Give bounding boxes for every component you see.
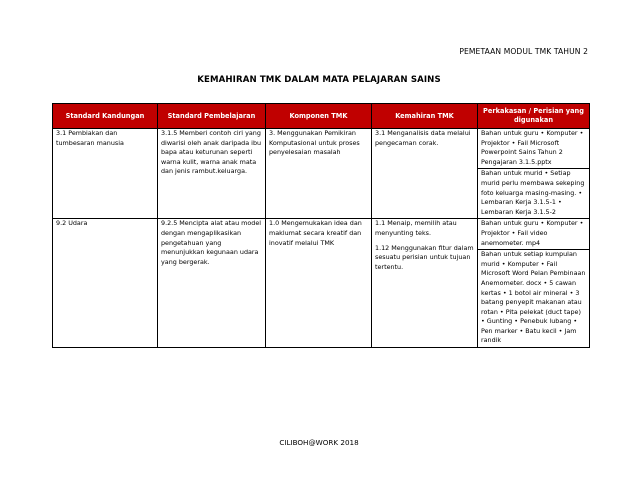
header-perkakasan-perisian: Perkakasan / Perisian yang digunakan — [478, 104, 590, 129]
running-header: PEMETAAN MODUL TMK TAHUN 2 — [459, 47, 588, 56]
table-row — [53, 129, 590, 169]
kemahiran-item: 1.12 Menggunakan fitur dalam sesuatu perisian untuk tujuan tertentu. — [375, 243, 474, 271]
table-row — [53, 219, 590, 250]
cell-perkakasan-murid: Bahan untuk murid • Setiap murid perlu membawa sekeping foto keluarga masing-masing. • Lembaran Kerja 3.1.5-1 • Lembaran Kerja 3.1.5-2 — [478, 169, 590, 219]
table-header-row — [53, 104, 590, 129]
cell-standard-kandungan: 9.2 Udara — [53, 219, 158, 348]
kemahiran-item: 1.1 Menaip, memilih atau menyunting teks. — [375, 219, 457, 237]
header-standard-kandungan: Standard Kandungan — [53, 104, 158, 129]
header-kemahiran-tmk: Kemahiran TMK — [372, 104, 478, 129]
page-footer: CILIBOH@WORK 2018 — [279, 438, 359, 447]
cell-komponen-tmk: 3. Menggunakan Pemikiran Komputasional untuk proses penyelesaian masalah — [266, 129, 372, 219]
tmk-mapping-table — [52, 103, 590, 348]
cell-perkakasan-murid: Bahan untuk setiap kumpulan murid • Komputer • Fail Microsoft Word Pelan Pembinaan Anemometer. docx • 5 cawan kertas • 1 botol air mineral • 3 batang penyepit makanan atau rotan • Pita pelekat (duct tape) • Gunting • Penebuk lubang • Pen marker • Batu kecil • Jam randik — [478, 250, 590, 348]
cell-standard-pembelajaran: 9.2.5 Mencipta alat atau model dengan mengaplikasikan pengetahuan yang menunjukkan kegunaan udara yang bergerak. — [158, 219, 266, 348]
document-title: KEMAHIRAN TMK DALAM MATA PELAJARAN SAINS — [197, 75, 441, 85]
cell-komponen-tmk: 1.0 Mengemukakan idea dan maklumat secara kreatif dan inovatif melalui TMK — [266, 219, 372, 348]
cell-perkakasan-guru: Bahan untuk guru • Komputer • Projektor • Fail Microsoft Powerpoint Sains Tahun 2 Pengajaran 3.1.5.pptx — [478, 129, 590, 169]
header-komponen-tmk: Komponen TMK — [266, 104, 372, 129]
cell-kemahiran-tmk — [372, 219, 478, 348]
cell-standard-kandungan: 3.1 Pembiakan dan tumbesaran manusia — [53, 129, 158, 219]
cell-kemahiran-tmk: 3.1 Menganalisis data melalui pengecaman corak. — [372, 129, 478, 219]
header-standard-pembelajaran: Standard Pembelajaran — [158, 104, 266, 129]
cell-perkakasan-guru: Bahan untuk guru • Komputer • Projektor • Fail video anemometer. mp4 — [478, 219, 590, 250]
cell-standard-pembelajaran: 3.1.5 Memberi contoh ciri yang diwarisi oleh anak daripada ibu bapa atau keturunan seperti warna kulit, warna anak mata dan jenis rambut.keluarga. — [158, 129, 266, 219]
